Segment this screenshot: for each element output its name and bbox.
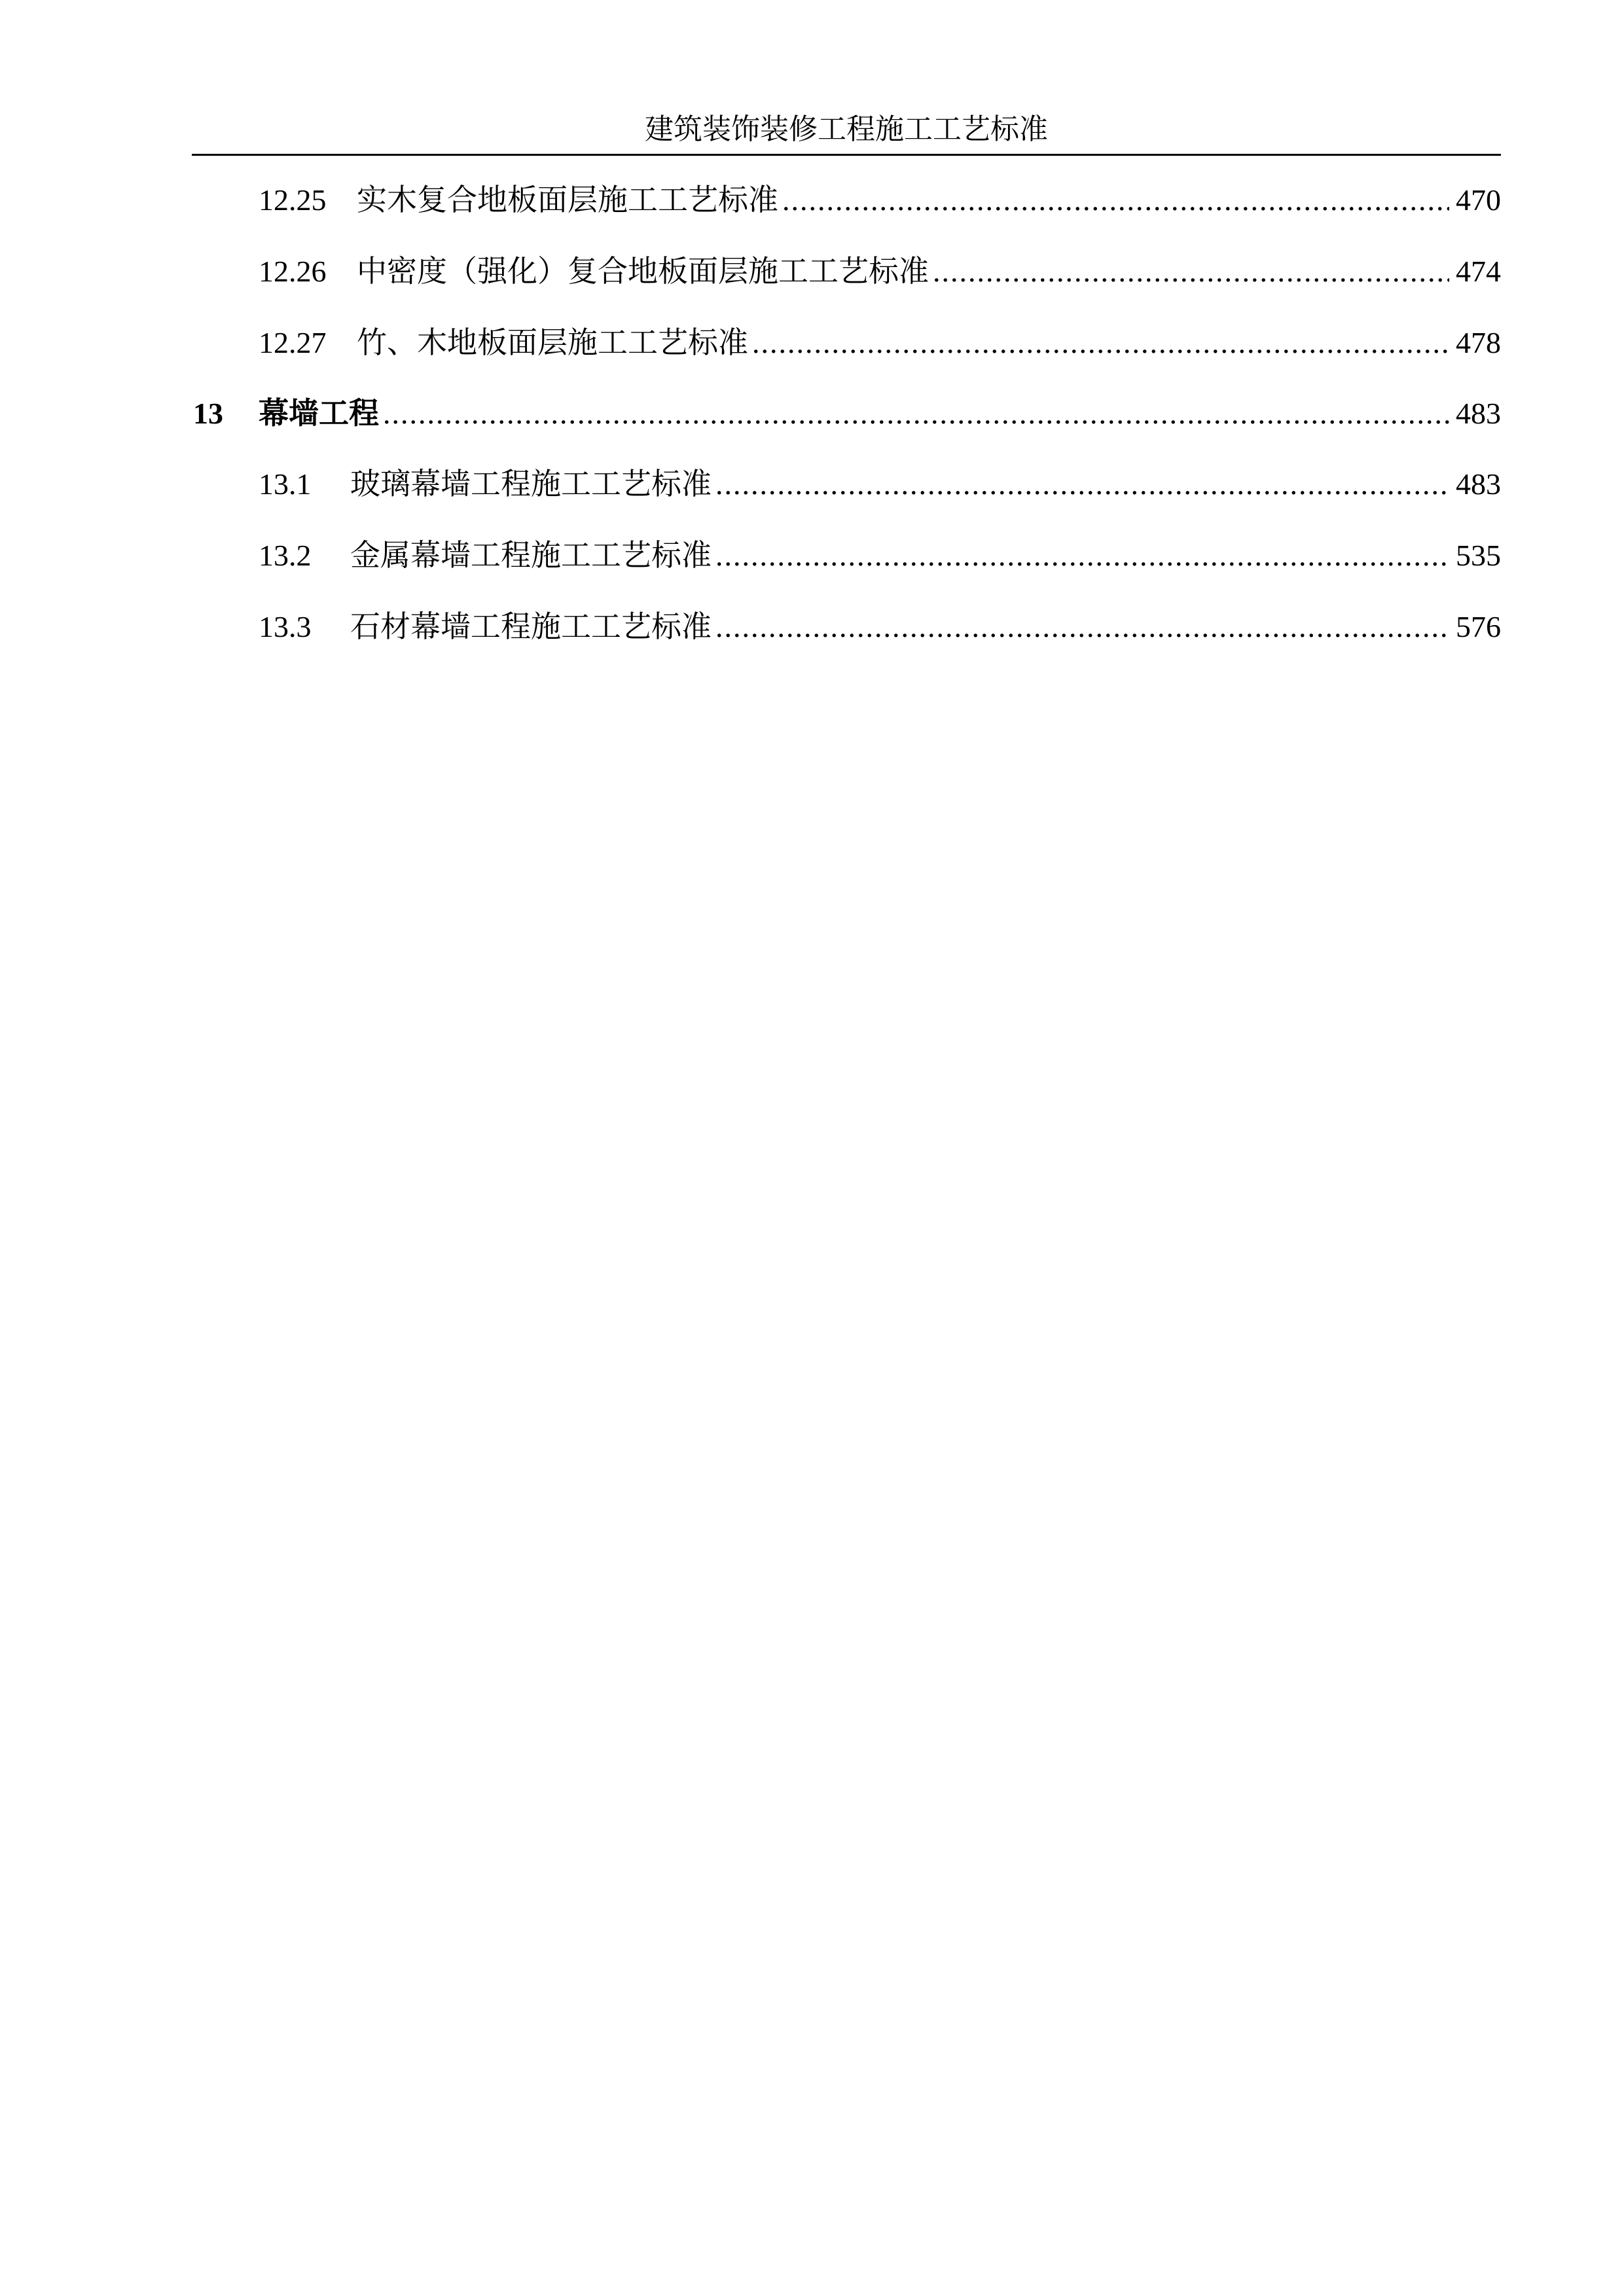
toc-entry-title: 金属幕墙工程施工工艺标准 bbox=[350, 539, 712, 572]
toc-dot-leader bbox=[752, 320, 1449, 366]
toc-entry-12-26[interactable] bbox=[259, 249, 1501, 295]
toc-entry-title: 中密度（强化）复合地板面层施工工艺标准 bbox=[357, 255, 929, 288]
toc-entry-13-1[interactable] bbox=[259, 461, 1501, 507]
toc-entry-title: 幕墙工程 bbox=[259, 397, 379, 430]
toc-entry-number: 12.25 bbox=[259, 183, 327, 217]
toc-entry-title: 实木复合地板面层施工工艺标准 bbox=[357, 183, 778, 217]
toc-entry-page: 483 bbox=[1456, 467, 1501, 501]
toc-entry-13[interactable] bbox=[193, 391, 1501, 437]
toc-entry-title: 石材幕墙工程施工工艺标准 bbox=[350, 610, 712, 643]
toc-entry-13-2[interactable] bbox=[259, 533, 1501, 579]
toc-entry-number: 12.27 bbox=[259, 326, 327, 359]
toc-dot-leader bbox=[383, 391, 1449, 437]
toc-dot-leader bbox=[715, 604, 1449, 650]
toc-entry-number: 13.1 bbox=[259, 467, 312, 501]
toc-entry-number: 13 bbox=[193, 397, 223, 430]
toc-entry-title: 玻璃幕墙工程施工工艺标准 bbox=[350, 467, 712, 501]
toc-entry-12-27[interactable] bbox=[259, 320, 1501, 366]
toc-dot-leader bbox=[782, 177, 1449, 223]
toc-entry-page: 474 bbox=[1456, 255, 1501, 288]
toc-dot-leader bbox=[715, 461, 1449, 507]
toc-entry-number: 13.3 bbox=[259, 610, 312, 643]
toc-entry-page: 535 bbox=[1456, 539, 1501, 572]
header-divider bbox=[192, 154, 1501, 156]
toc-dot-leader bbox=[933, 249, 1449, 295]
toc-entry-title: 竹、木地板面层施工工艺标准 bbox=[357, 326, 748, 359]
toc-entry-page: 470 bbox=[1456, 183, 1501, 217]
toc-entry-page: 478 bbox=[1456, 326, 1501, 359]
page-header-title: 建筑装饰装修工程施工工艺标准 bbox=[645, 113, 1048, 145]
toc-entry-number: 12.26 bbox=[259, 255, 327, 288]
toc-entry-page: 483 bbox=[1456, 397, 1501, 430]
toc-entry-12-25[interactable] bbox=[259, 177, 1501, 223]
toc-entry-13-3[interactable] bbox=[259, 604, 1501, 650]
toc-dot-leader bbox=[715, 533, 1449, 579]
toc-entry-page: 576 bbox=[1456, 610, 1501, 643]
toc-entry-number: 13.2 bbox=[259, 539, 312, 572]
